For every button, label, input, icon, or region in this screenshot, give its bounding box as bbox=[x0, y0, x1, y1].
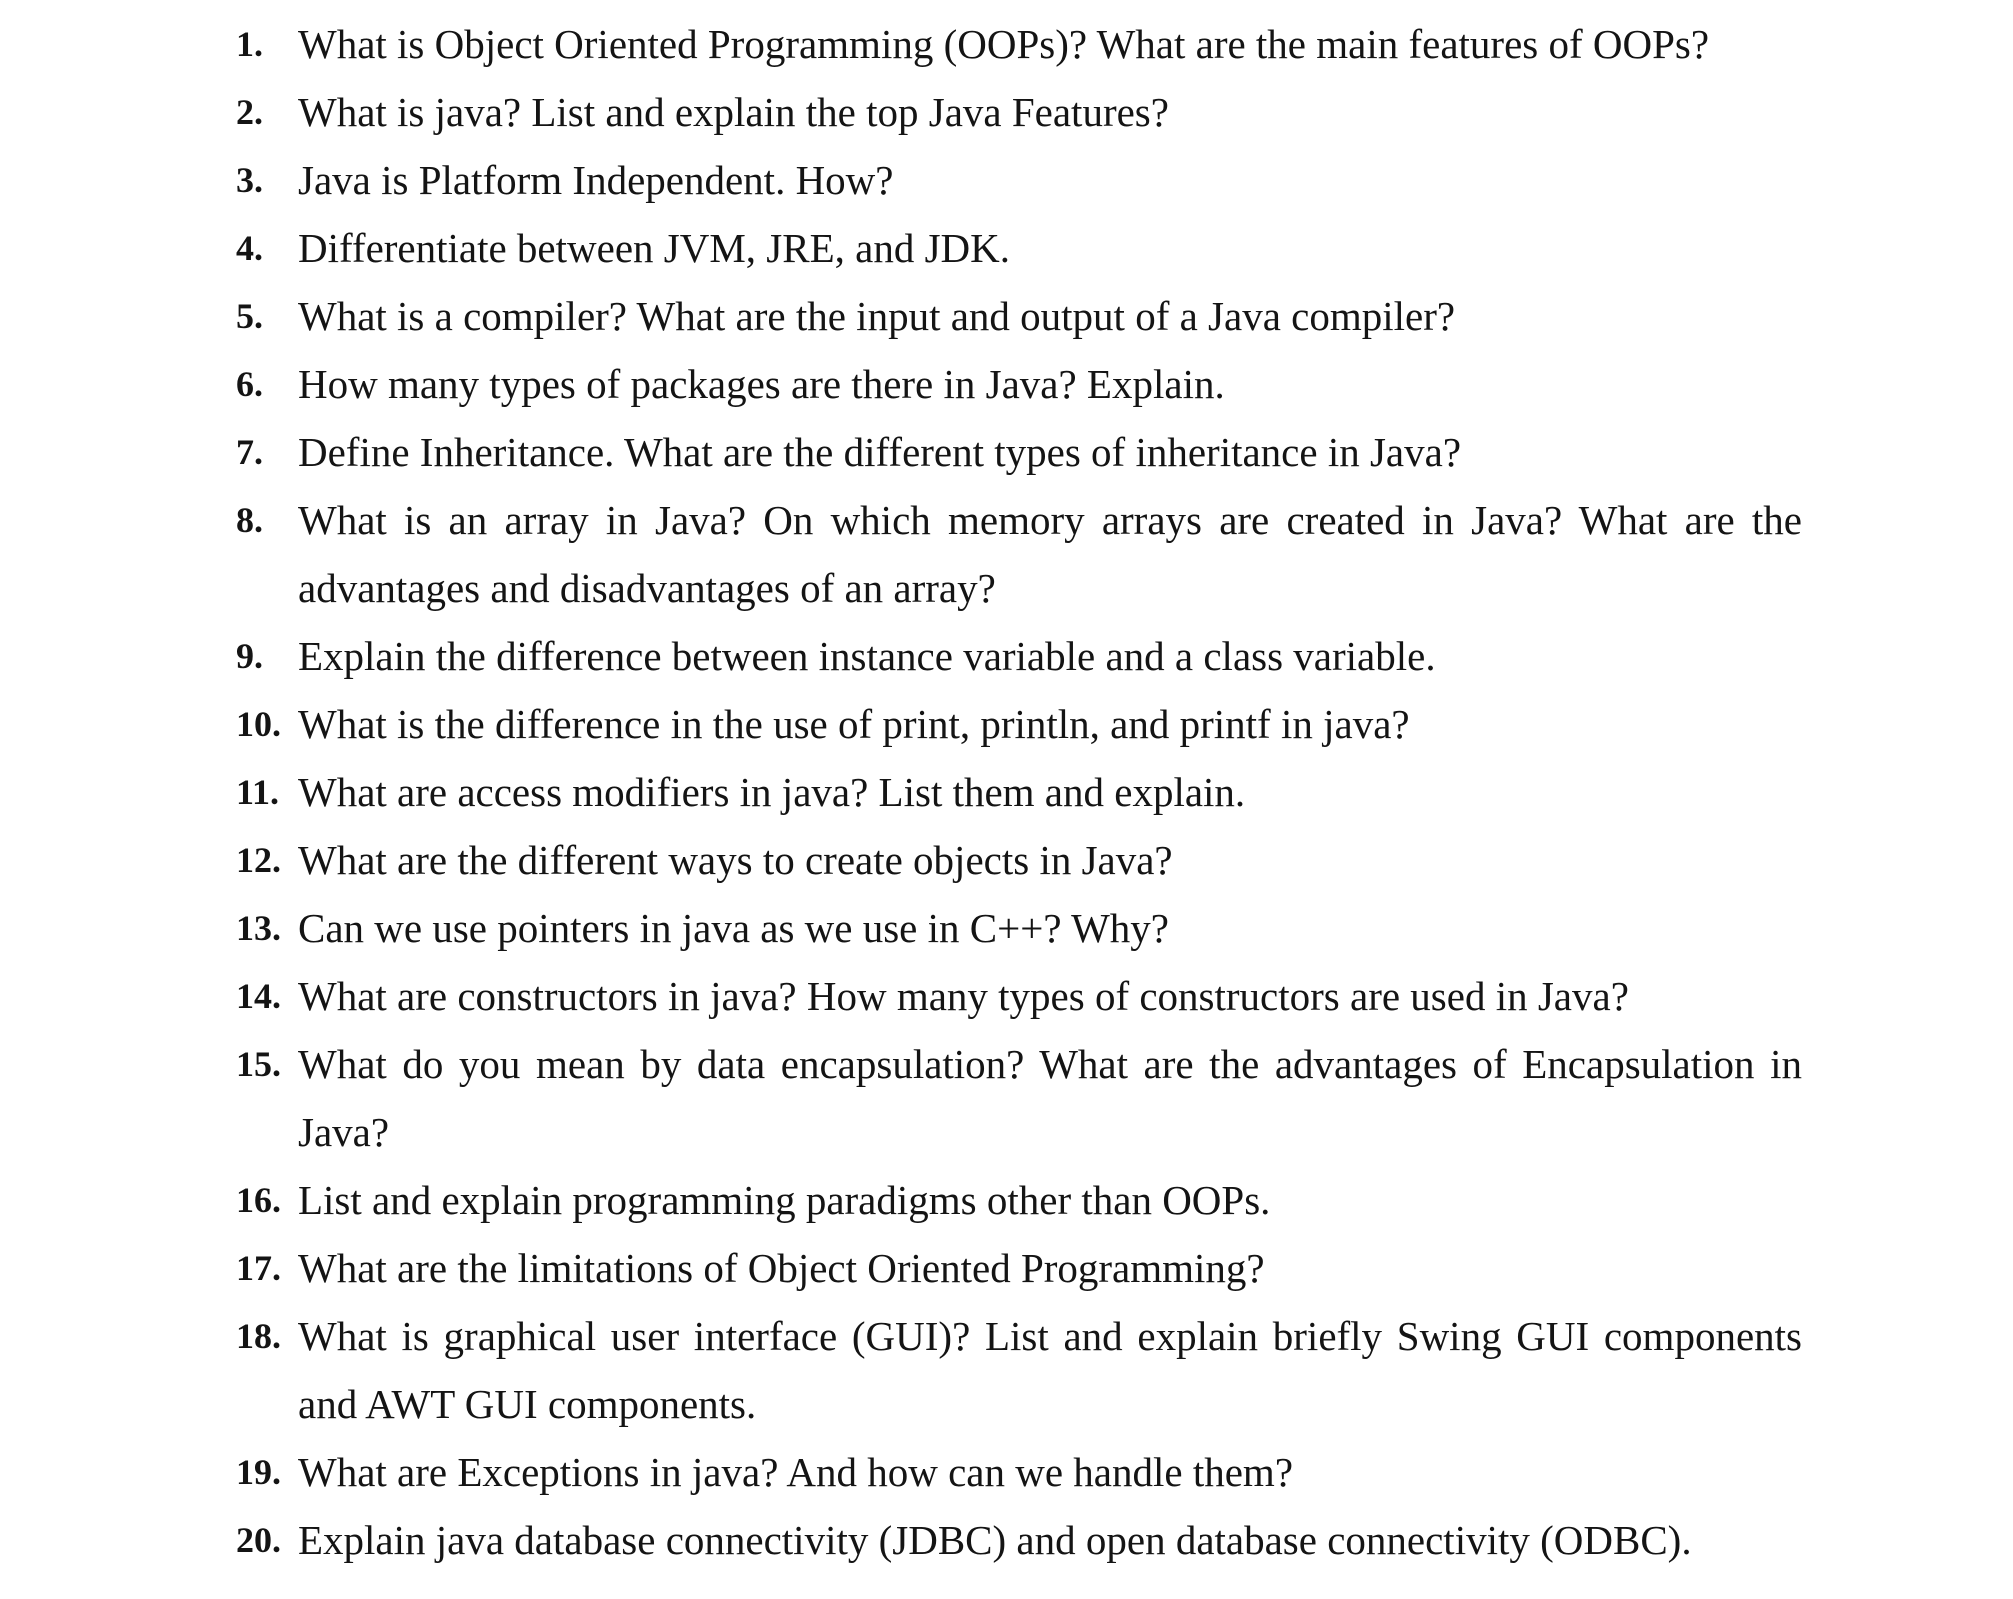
question-item bbox=[236, 1302, 1802, 1438]
question-item bbox=[236, 962, 1802, 1030]
question-number: 15. bbox=[236, 1044, 281, 1084]
question-text: Define Inheritance. What are the different types of inheritance in Java? bbox=[298, 429, 1462, 475]
question-number: 17. bbox=[236, 1248, 281, 1288]
question-number: 8. bbox=[236, 500, 263, 540]
question-item bbox=[236, 622, 1802, 690]
question-text: Can we use pointers in java as we use in C++? Why? bbox=[298, 905, 1169, 951]
question-item bbox=[236, 10, 1802, 78]
question-item bbox=[236, 214, 1802, 282]
question-number: 5. bbox=[236, 296, 263, 336]
question-text: What is Object Oriented Programming (OOPs)? What are the main features of OOPs? bbox=[298, 21, 1710, 67]
question-number: 20. bbox=[236, 1520, 281, 1560]
question-item bbox=[236, 826, 1802, 894]
question-item bbox=[236, 350, 1802, 418]
question-text: How many types of packages are there in Java? Explain. bbox=[298, 361, 1225, 407]
question-number: 13. bbox=[236, 908, 281, 948]
question-text: What is graphical user interface (GUI)? List and explain briefly Swing GUI components and AWT GUI components. bbox=[298, 1313, 1802, 1427]
question-text: Explain java database connectivity (JDBC) and open database connectivity (ODBC). bbox=[298, 1517, 1692, 1563]
question-item bbox=[236, 1438, 1802, 1506]
question-item bbox=[236, 418, 1802, 486]
question-text: What is an array in Java? On which memory arrays are created in Java? What are the advantages and disadvantages of an array? bbox=[298, 497, 1802, 611]
question-text: Java is Platform Independent. How? bbox=[298, 157, 894, 203]
question-number: 2. bbox=[236, 92, 263, 132]
question-number: 14. bbox=[236, 976, 281, 1016]
question-number: 19. bbox=[236, 1452, 281, 1492]
question-number: 1. bbox=[236, 24, 263, 64]
question-text: What are access modifiers in java? List them and explain. bbox=[298, 769, 1246, 815]
question-number: 3. bbox=[236, 160, 263, 200]
question-number: 9. bbox=[236, 636, 263, 676]
question-text: List and explain programming paradigms other than OOPs. bbox=[298, 1177, 1271, 1223]
question-text: What is java? List and explain the top Java Features? bbox=[298, 89, 1169, 135]
question-item bbox=[236, 486, 1802, 622]
question-item bbox=[236, 894, 1802, 962]
question-number: 11. bbox=[236, 772, 280, 812]
question-item bbox=[236, 146, 1802, 214]
question-text: What is a compiler? What are the input and output of a Java compiler? bbox=[298, 293, 1456, 339]
question-text: What is the difference in the use of print, println, and printf in java? bbox=[298, 701, 1410, 747]
question-item bbox=[236, 1506, 1802, 1574]
question-item bbox=[236, 282, 1802, 350]
question-number: 7. bbox=[236, 432, 263, 472]
question-text: What are the different ways to create objects in Java? bbox=[298, 837, 1173, 883]
question-text: What do you mean by data encapsulation? What are the advantages of Encapsulation in Java? bbox=[298, 1041, 1802, 1155]
question-item bbox=[236, 1166, 1802, 1234]
question-number: 18. bbox=[236, 1316, 281, 1356]
question-item bbox=[236, 78, 1802, 146]
question-text: Explain the difference between instance variable and a class variable. bbox=[298, 633, 1436, 679]
question-item bbox=[236, 758, 1802, 826]
question-text: Differentiate between JVM, JRE, and JDK. bbox=[298, 225, 1011, 271]
question-number: 12. bbox=[236, 840, 281, 880]
question-number: 16. bbox=[236, 1180, 281, 1220]
question-item bbox=[236, 1030, 1802, 1166]
question-number: 10. bbox=[236, 704, 281, 744]
question-item bbox=[236, 690, 1802, 758]
question-text: What are the limitations of Object Oriented Programming? bbox=[298, 1245, 1265, 1291]
question-number: 6. bbox=[236, 364, 263, 404]
question-text: What are constructors in java? How many types of constructors are used in Java? bbox=[298, 973, 1629, 1019]
question-list bbox=[236, 10, 1802, 1574]
question-number: 4. bbox=[236, 228, 263, 268]
question-item bbox=[236, 1234, 1802, 1302]
question-text: What are Exceptions in java? And how can we handle them? bbox=[298, 1449, 1294, 1495]
